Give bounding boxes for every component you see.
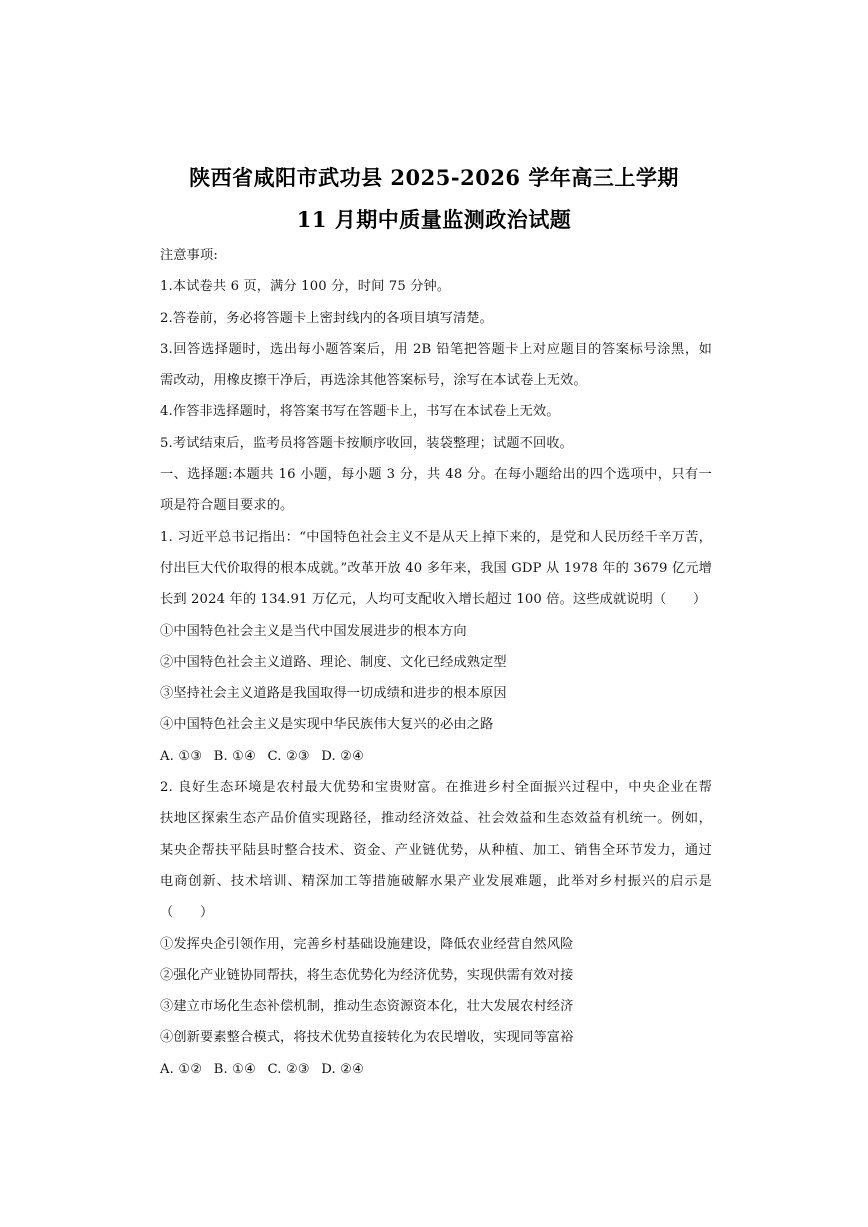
question-1-statement: ③坚持社会主义道路是我国取得一切成绩和进步的根本原因 bbox=[160, 686, 507, 702]
question-1-statement: ④中国特色社会主义是实现中华民族伟大复兴的必由之路 bbox=[160, 717, 494, 733]
question-2-statement: ③建立市场化生态补偿机制，推动生态资源资本化，壮大发展农村经济 bbox=[160, 999, 574, 1015]
question-1-options bbox=[160, 741, 712, 772]
notice-item: 1.本试卷共 6 页，满分 100 分，时间 75 分钟。 bbox=[160, 279, 451, 295]
notice-item: 4.作答非选择题时，将答案书写在答题卡上，书写在本试卷上无效。 bbox=[160, 404, 560, 420]
question-2-stem: 2. 良好生态环境是农村最大优势和宝贵财富。在推进乡村全面振兴过程中，中央企业在帮 bbox=[160, 780, 712, 796]
page-title-line-1: 陕西省咸阳市武功县 2025-2026 学年高三上学期 bbox=[189, 165, 679, 190]
option-a: A. ①③ bbox=[160, 748, 203, 764]
question-2-stem: 电商创新、技术培训、精深加工等措施破解水果产业发展难题，此举对乡村振兴的启示是 bbox=[160, 873, 712, 889]
document-body bbox=[160, 240, 712, 1085]
notice-heading: 注意事项: bbox=[160, 248, 218, 263]
question-1-stem: 1. 习近平总书记指出：“中国特色社会主义不是从天上掉下来的，是党和人民历经千辛万苦， bbox=[160, 529, 712, 545]
option-c: C. ②③ bbox=[267, 748, 310, 764]
question-2-statement: ②强化产业链协同帮扶，将生态优势化为经济优势，实现供需有效对接 bbox=[160, 967, 574, 983]
option-b: B. ①④ bbox=[213, 1061, 257, 1077]
question-2-options bbox=[160, 1054, 712, 1085]
notice-item: 3.回答选择题时，选出每小题答案后，用 2B 铅笔把答题卡上对应题目的答案标号涂黑，如 bbox=[160, 341, 712, 357]
option-d: D. ②④ bbox=[321, 748, 365, 764]
question-2-stem: 某央企帮扶平陆县时整合技术、资金、产业链优势，从种植、加工、销售全环节发力，通过 bbox=[160, 842, 712, 858]
section-heading: 一、选择题:本题共 16 小题，每小题 3 分，共 48 分。在每小题给出的四个选项中，只有一 bbox=[160, 467, 712, 483]
option-b: B. ①④ bbox=[213, 748, 257, 764]
option-d: D. ②④ bbox=[321, 1061, 365, 1077]
question-2-stem: （ ） bbox=[160, 905, 214, 921]
option-c: C. ②③ bbox=[267, 1061, 310, 1077]
page-title-line-2: 11 月期中质量监测政治试题 bbox=[296, 207, 572, 232]
notice-item: 2.答卷前，务必将答题卡上密封线内的各项目填写清楚。 bbox=[160, 310, 493, 326]
question-1-stem: 长到 2024 年的 134.91 万亿元，人均可支配收入增长超过 100 倍。这些成就说明（ ） bbox=[160, 592, 707, 608]
notice-item-continued: 需改动，用橡皮擦干净后，再选涂其他答案标号，涂写在本试卷上无效。 bbox=[160, 373, 587, 389]
question-2-statement: ④创新要素整合模式，将技术优势直接转化为农民增收，实现同等富裕 bbox=[160, 1030, 574, 1046]
section-heading-continued: 项是符合题目要求的。 bbox=[160, 498, 294, 514]
question-2-statement: ①发挥央企引领作用，完善乡村基础设施建设，降低农业经营自然风险 bbox=[160, 936, 574, 952]
question-2-stem: 扶地区探索生态产品价值实现路径，推动经济效益、社会效益和生态效益有机统一。例如， bbox=[160, 811, 712, 827]
notice-item: 5.考试结束后，监考员将答题卡按顺序收回，装袋整理；试题不回收。 bbox=[160, 435, 574, 451]
question-1-statement: ①中国特色社会主义是当代中国发展进步的根本方向 bbox=[160, 623, 467, 639]
option-a: A. ①② bbox=[160, 1061, 203, 1077]
question-1-stem: 付出巨大代价取得的根本成就。”改革开放 40 多年来，我国 GDP 从 1978 年的 3679 亿元增 bbox=[160, 560, 712, 576]
question-1-statement: ②中国特色社会主义道路、理论、制度、文化已经成熟定型 bbox=[160, 654, 507, 670]
